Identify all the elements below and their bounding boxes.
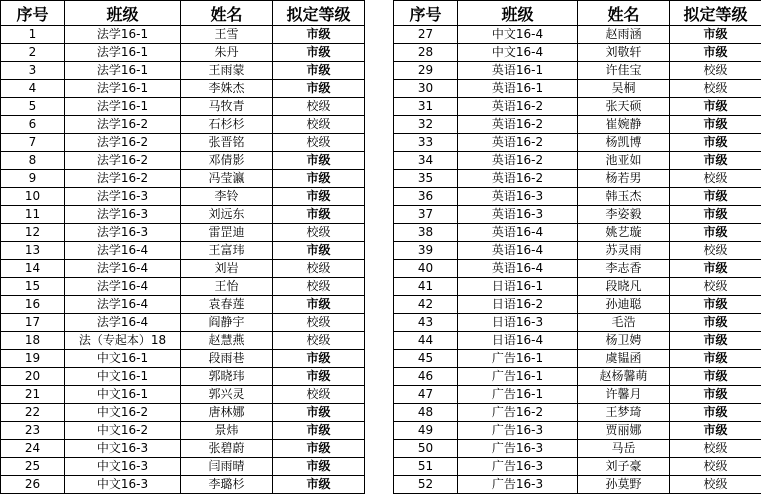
cell-name[interactable]: 李姿毅 [578,206,670,224]
cell-class[interactable]: 英语16-2 [458,170,578,188]
cell-name[interactable]: 段晓凡 [578,278,670,296]
cell-name[interactable]: 袁春莲 [181,296,273,314]
table-row [1,26,365,44]
cell-level[interactable]: 校级 [273,116,365,134]
cell-level[interactable]: 市级 [670,350,761,368]
right-table-body [394,26,761,494]
cell-index[interactable]: 4 [1,80,65,98]
cell-index[interactable]: 18 [1,332,65,350]
cell-name[interactable]: 刘子豪 [578,458,670,476]
cell-index[interactable]: 9 [1,170,65,188]
cell-index[interactable]: 42 [394,296,458,314]
cell-name[interactable]: 冯莹瀛 [181,170,273,188]
table-row [1,224,365,242]
header-row [1,1,365,26]
header-index[interactable]: 序号 [394,1,458,26]
cell-index[interactable]: 52 [394,476,458,494]
cell-name[interactable]: 马牧青 [181,98,273,116]
table-row [1,332,365,350]
table-row [394,170,761,188]
cell-name[interactable]: 唐林娜 [181,404,273,422]
table-row [394,134,761,152]
cell-class[interactable]: 法学16-1 [65,62,181,80]
cell-index[interactable]: 46 [394,368,458,386]
cell-level[interactable]: 校级 [670,242,761,260]
table-row [1,44,365,62]
cell-class[interactable]: 英语16-2 [458,116,578,134]
cell-level[interactable]: 校级 [670,170,761,188]
cell-level[interactable]: 市级 [273,440,365,458]
table-row [394,116,761,134]
cell-level[interactable]: 校级 [273,332,365,350]
cell-level[interactable]: 市级 [273,80,365,98]
cell-name[interactable]: 韩玉杰 [578,188,670,206]
cell-name[interactable]: 石杉杉 [181,116,273,134]
cell-class[interactable]: 日语16-4 [458,332,578,350]
cell-name[interactable]: 孙莫野 [578,476,670,494]
cell-index[interactable]: 12 [1,224,65,242]
cell-level[interactable]: 市级 [670,98,761,116]
cell-index[interactable]: 39 [394,242,458,260]
table-row [394,188,761,206]
cell-name[interactable]: 苏灵雨 [578,242,670,260]
cell-index[interactable]: 15 [1,278,65,296]
cell-name[interactable]: 景炜 [181,422,273,440]
cell-level[interactable]: 市级 [670,386,761,404]
cell-class[interactable]: 英语16-1 [458,62,578,80]
cell-index[interactable]: 50 [394,440,458,458]
cell-name[interactable]: 王富玮 [181,242,273,260]
cell-level[interactable]: 市级 [670,368,761,386]
cell-name[interactable]: 郭晓玮 [181,368,273,386]
cell-level[interactable]: 市级 [670,116,761,134]
header-name[interactable]: 姓名 [578,1,670,26]
table-row [1,458,365,476]
cell-level[interactable]: 市级 [273,422,365,440]
table-row [394,314,761,332]
cell-level[interactable]: 市级 [273,404,365,422]
cell-class[interactable]: 英语16-1 [458,80,578,98]
cell-class[interactable]: 法学16-1 [65,26,181,44]
cell-class[interactable]: 中文16-3 [65,440,181,458]
cell-class[interactable]: 法学16-4 [65,278,181,296]
cell-name[interactable]: 张晋铭 [181,134,273,152]
cell-class[interactable]: 中文16-3 [65,458,181,476]
cell-index[interactable]: 41 [394,278,458,296]
table-row [394,26,761,44]
cell-index[interactable]: 16 [1,296,65,314]
cell-level[interactable]: 校级 [273,98,365,116]
cell-class[interactable]: 广告16-3 [458,458,578,476]
cell-class[interactable]: 广告16-1 [458,368,578,386]
cell-index[interactable]: 19 [1,350,65,368]
cell-name[interactable]: 贾丽娜 [578,422,670,440]
table-row [1,98,365,116]
table-row [1,116,365,134]
cell-index[interactable]: 24 [1,440,65,458]
cell-level[interactable]: 市级 [670,26,761,44]
cell-name[interactable]: 李铃 [181,188,273,206]
cell-level[interactable]: 校级 [273,224,365,242]
cell-class[interactable]: 法学16-4 [65,296,181,314]
cell-index[interactable]: 6 [1,116,65,134]
cell-index[interactable]: 45 [394,350,458,368]
cell-level[interactable]: 校级 [273,278,365,296]
cell-name[interactable]: 李志香 [578,260,670,278]
cell-name[interactable]: 郭兴灵 [181,386,273,404]
cell-index[interactable]: 14 [1,260,65,278]
cell-class[interactable]: 中文16-1 [65,368,181,386]
cell-index[interactable]: 26 [1,476,65,494]
cell-index[interactable]: 27 [394,26,458,44]
cell-class[interactable]: 英语16-4 [458,224,578,242]
award-table-right [393,0,761,494]
table-row [394,350,761,368]
cell-level[interactable]: 市级 [273,368,365,386]
cell-class[interactable]: 法学16-3 [65,188,181,206]
left-table-body [1,26,365,494]
cell-level[interactable]: 校级 [273,134,365,152]
table-row [1,440,365,458]
cell-level[interactable]: 市级 [273,476,365,494]
table-row [394,278,761,296]
cell-class[interactable]: 英语16-3 [458,188,578,206]
table-row [1,62,365,80]
cell-name[interactable]: 王雪 [181,26,273,44]
cell-index[interactable]: 23 [1,422,65,440]
cell-name[interactable]: 杨若男 [578,170,670,188]
table-row [1,134,365,152]
table-row [394,368,761,386]
cell-index[interactable]: 8 [1,152,65,170]
cell-class[interactable]: 广告16-3 [458,422,578,440]
table-row [394,62,761,80]
cell-class[interactable]: 法学16-1 [65,98,181,116]
cell-index[interactable]: 10 [1,188,65,206]
cell-name[interactable]: 杨卫娉 [578,332,670,350]
cell-index[interactable]: 47 [394,386,458,404]
cell-level[interactable]: 市级 [670,44,761,62]
table-row [1,386,365,404]
cell-name[interactable]: 孙迪聪 [578,296,670,314]
cell-level[interactable]: 市级 [273,242,365,260]
cell-name[interactable]: 吴桐 [578,80,670,98]
cell-index[interactable]: 30 [394,80,458,98]
table-row [394,422,761,440]
cell-index[interactable]: 34 [394,152,458,170]
cell-level[interactable]: 市级 [273,458,365,476]
cell-class[interactable]: 法学16-3 [65,224,181,242]
cell-class[interactable]: 广告16-1 [458,386,578,404]
cell-level[interactable]: 市级 [273,188,365,206]
cell-class[interactable]: 法学16-4 [65,242,181,260]
cell-level[interactable]: 市级 [670,332,761,350]
table-row [1,314,365,332]
table-row [1,404,365,422]
table-row [394,206,761,224]
cell-name[interactable]: 张天硕 [578,98,670,116]
cell-index[interactable]: 17 [1,314,65,332]
cell-name[interactable]: 赵杨馨萌 [578,368,670,386]
cell-index[interactable]: 35 [394,170,458,188]
cell-level[interactable]: 市级 [670,224,761,242]
cell-name[interactable]: 邓倩影 [181,152,273,170]
cell-name[interactable]: 虞韫函 [578,350,670,368]
cell-name[interactable]: 雷罡迪 [181,224,273,242]
cell-class[interactable]: 中文16-3 [65,476,181,494]
table-row [394,152,761,170]
table-row [1,170,365,188]
cell-index[interactable]: 31 [394,98,458,116]
cell-name[interactable]: 姚艺璇 [578,224,670,242]
cell-level[interactable]: 校级 [273,386,365,404]
cell-level[interactable]: 市级 [670,314,761,332]
award-table-left [0,0,365,494]
cell-index[interactable]: 7 [1,134,65,152]
table-row [1,152,365,170]
cell-index[interactable]: 2 [1,44,65,62]
table-row [394,440,761,458]
header-name[interactable]: 姓名 [181,1,273,26]
cell-class[interactable]: 中文16-1 [65,386,181,404]
cell-index[interactable]: 32 [394,116,458,134]
cell-class[interactable]: 广告16-1 [458,350,578,368]
cell-index[interactable]: 1 [1,26,65,44]
cell-level[interactable]: 校级 [670,458,761,476]
cell-index[interactable]: 33 [394,134,458,152]
header-index[interactable]: 序号 [1,1,65,26]
cell-level[interactable]: 市级 [670,422,761,440]
cell-index[interactable]: 37 [394,206,458,224]
cell-class[interactable]: 英语16-3 [458,206,578,224]
cell-level[interactable]: 市级 [670,260,761,278]
cell-index[interactable]: 43 [394,314,458,332]
header-level[interactable]: 拟定等级 [670,1,761,26]
cell-name[interactable]: 刘远东 [181,206,273,224]
cell-class[interactable]: 英语16-2 [458,134,578,152]
cell-level[interactable]: 市级 [670,152,761,170]
table-row [1,80,365,98]
cell-class[interactable]: 日语16-2 [458,296,578,314]
cell-name[interactable]: 王怡 [181,278,273,296]
cell-name[interactable]: 毛浩 [578,314,670,332]
table-row [1,242,365,260]
cell-name[interactable]: 段雨巷 [181,350,273,368]
cell-name[interactable]: 阎静宇 [181,314,273,332]
cell-class[interactable]: 中文16-4 [458,26,578,44]
cell-level[interactable]: 校级 [670,476,761,494]
cell-level[interactable]: 市级 [273,152,365,170]
table-row [1,476,365,494]
header-row [394,1,761,26]
cell-name[interactable]: 赵慧燕 [181,332,273,350]
cell-class[interactable]: 英语16-2 [458,98,578,116]
cell-class[interactable]: 日语16-1 [458,278,578,296]
cell-index[interactable]: 49 [394,422,458,440]
cell-class[interactable]: 法学16-2 [65,134,181,152]
cell-name[interactable]: 闫雨晴 [181,458,273,476]
cell-class[interactable]: 法学16-2 [65,116,181,134]
cell-name[interactable]: 许佳宝 [578,62,670,80]
cell-name[interactable]: 刘岩 [181,260,273,278]
cell-class[interactable]: 英语16-2 [458,152,578,170]
cell-class[interactable]: 法学16-2 [65,152,181,170]
cell-level[interactable]: 市级 [273,44,365,62]
cell-index[interactable]: 29 [394,62,458,80]
cell-index[interactable]: 3 [1,62,65,80]
cell-level[interactable]: 校级 [670,278,761,296]
table-row [1,368,365,386]
cell-level[interactable]: 市级 [670,188,761,206]
cell-class[interactable]: 法学16-1 [65,80,181,98]
cell-name[interactable]: 崔婉静 [578,116,670,134]
cell-class[interactable]: 法学16-3 [65,206,181,224]
table-row [394,242,761,260]
cell-level[interactable]: 校级 [670,80,761,98]
cell-level[interactable]: 市级 [273,206,365,224]
cell-index[interactable]: 40 [394,260,458,278]
cell-level[interactable]: 市级 [273,350,365,368]
cell-class[interactable]: 法学16-1 [65,44,181,62]
cell-index[interactable]: 28 [394,44,458,62]
cell-index[interactable]: 36 [394,188,458,206]
cell-class[interactable]: 中文16-2 [65,422,181,440]
cell-level[interactable]: 校级 [670,62,761,80]
table-row [394,332,761,350]
cell-name[interactable]: 赵雨涵 [578,26,670,44]
cell-index[interactable]: 20 [1,368,65,386]
cell-class[interactable]: 英语16-4 [458,260,578,278]
table-row [394,224,761,242]
cell-name[interactable]: 王雨蒙 [181,62,273,80]
table-row [1,296,365,314]
table-row [394,260,761,278]
cell-level[interactable]: 市级 [273,296,365,314]
cell-index[interactable]: 5 [1,98,65,116]
cell-name[interactable]: 马岳 [578,440,670,458]
table-row [1,422,365,440]
cell-name[interactable]: 王梦琦 [578,404,670,422]
table-row [394,98,761,116]
table-row [1,350,365,368]
cell-name[interactable]: 李姝杰 [181,80,273,98]
table-row [394,458,761,476]
cell-level[interactable]: 市级 [273,62,365,80]
cell-class[interactable]: 日语16-3 [458,314,578,332]
table-row [1,188,365,206]
cell-level[interactable]: 市级 [670,296,761,314]
cell-class[interactable]: 法（专起本）18 [65,332,181,350]
cell-class[interactable]: 广告16-2 [458,404,578,422]
cell-name[interactable]: 许馨月 [578,386,670,404]
cell-index[interactable]: 51 [394,458,458,476]
cell-class[interactable]: 广告16-3 [458,440,578,458]
table-row [394,80,761,98]
cell-class[interactable]: 中文16-4 [458,44,578,62]
table-row [394,404,761,422]
header-level[interactable]: 拟定等级 [273,1,365,26]
cell-index[interactable]: 44 [394,332,458,350]
cell-index[interactable]: 11 [1,206,65,224]
cell-name[interactable]: 张碧蔚 [181,440,273,458]
cell-class[interactable]: 法学16-4 [65,314,181,332]
cell-level[interactable]: 市级 [670,404,761,422]
cell-name[interactable]: 刘敬轩 [578,44,670,62]
table-row [394,476,761,494]
cell-class[interactable]: 广告16-3 [458,476,578,494]
cell-name[interactable]: 朱丹 [181,44,273,62]
cell-index[interactable]: 48 [394,404,458,422]
cell-level[interactable]: 校级 [273,314,365,332]
cell-name[interactable]: 李璐杉 [181,476,273,494]
cell-index[interactable]: 13 [1,242,65,260]
table-row [1,206,365,224]
header-class[interactable]: 班级 [458,1,578,26]
cell-level[interactable]: 市级 [670,206,761,224]
cell-class[interactable]: 法学16-2 [65,170,181,188]
cell-level[interactable]: 市级 [670,134,761,152]
table-row [1,278,365,296]
header-class[interactable]: 班级 [65,1,181,26]
cell-name[interactable]: 杨凯博 [578,134,670,152]
cell-class[interactable]: 法学16-4 [65,260,181,278]
cell-index[interactable]: 21 [1,386,65,404]
cell-level[interactable]: 市级 [273,26,365,44]
cell-level[interactable]: 校级 [273,260,365,278]
cell-name[interactable]: 池亚如 [578,152,670,170]
cell-level[interactable]: 市级 [273,170,365,188]
cell-level[interactable]: 校级 [670,440,761,458]
cell-class[interactable]: 中文16-2 [65,404,181,422]
cell-index[interactable]: 38 [394,224,458,242]
cell-class[interactable]: 英语16-4 [458,242,578,260]
table-row [394,386,761,404]
table-row [394,44,761,62]
table-row [1,260,365,278]
table-row [394,296,761,314]
cell-index[interactable]: 25 [1,458,65,476]
cell-class[interactable]: 中文16-1 [65,350,181,368]
cell-index[interactable]: 22 [1,404,65,422]
